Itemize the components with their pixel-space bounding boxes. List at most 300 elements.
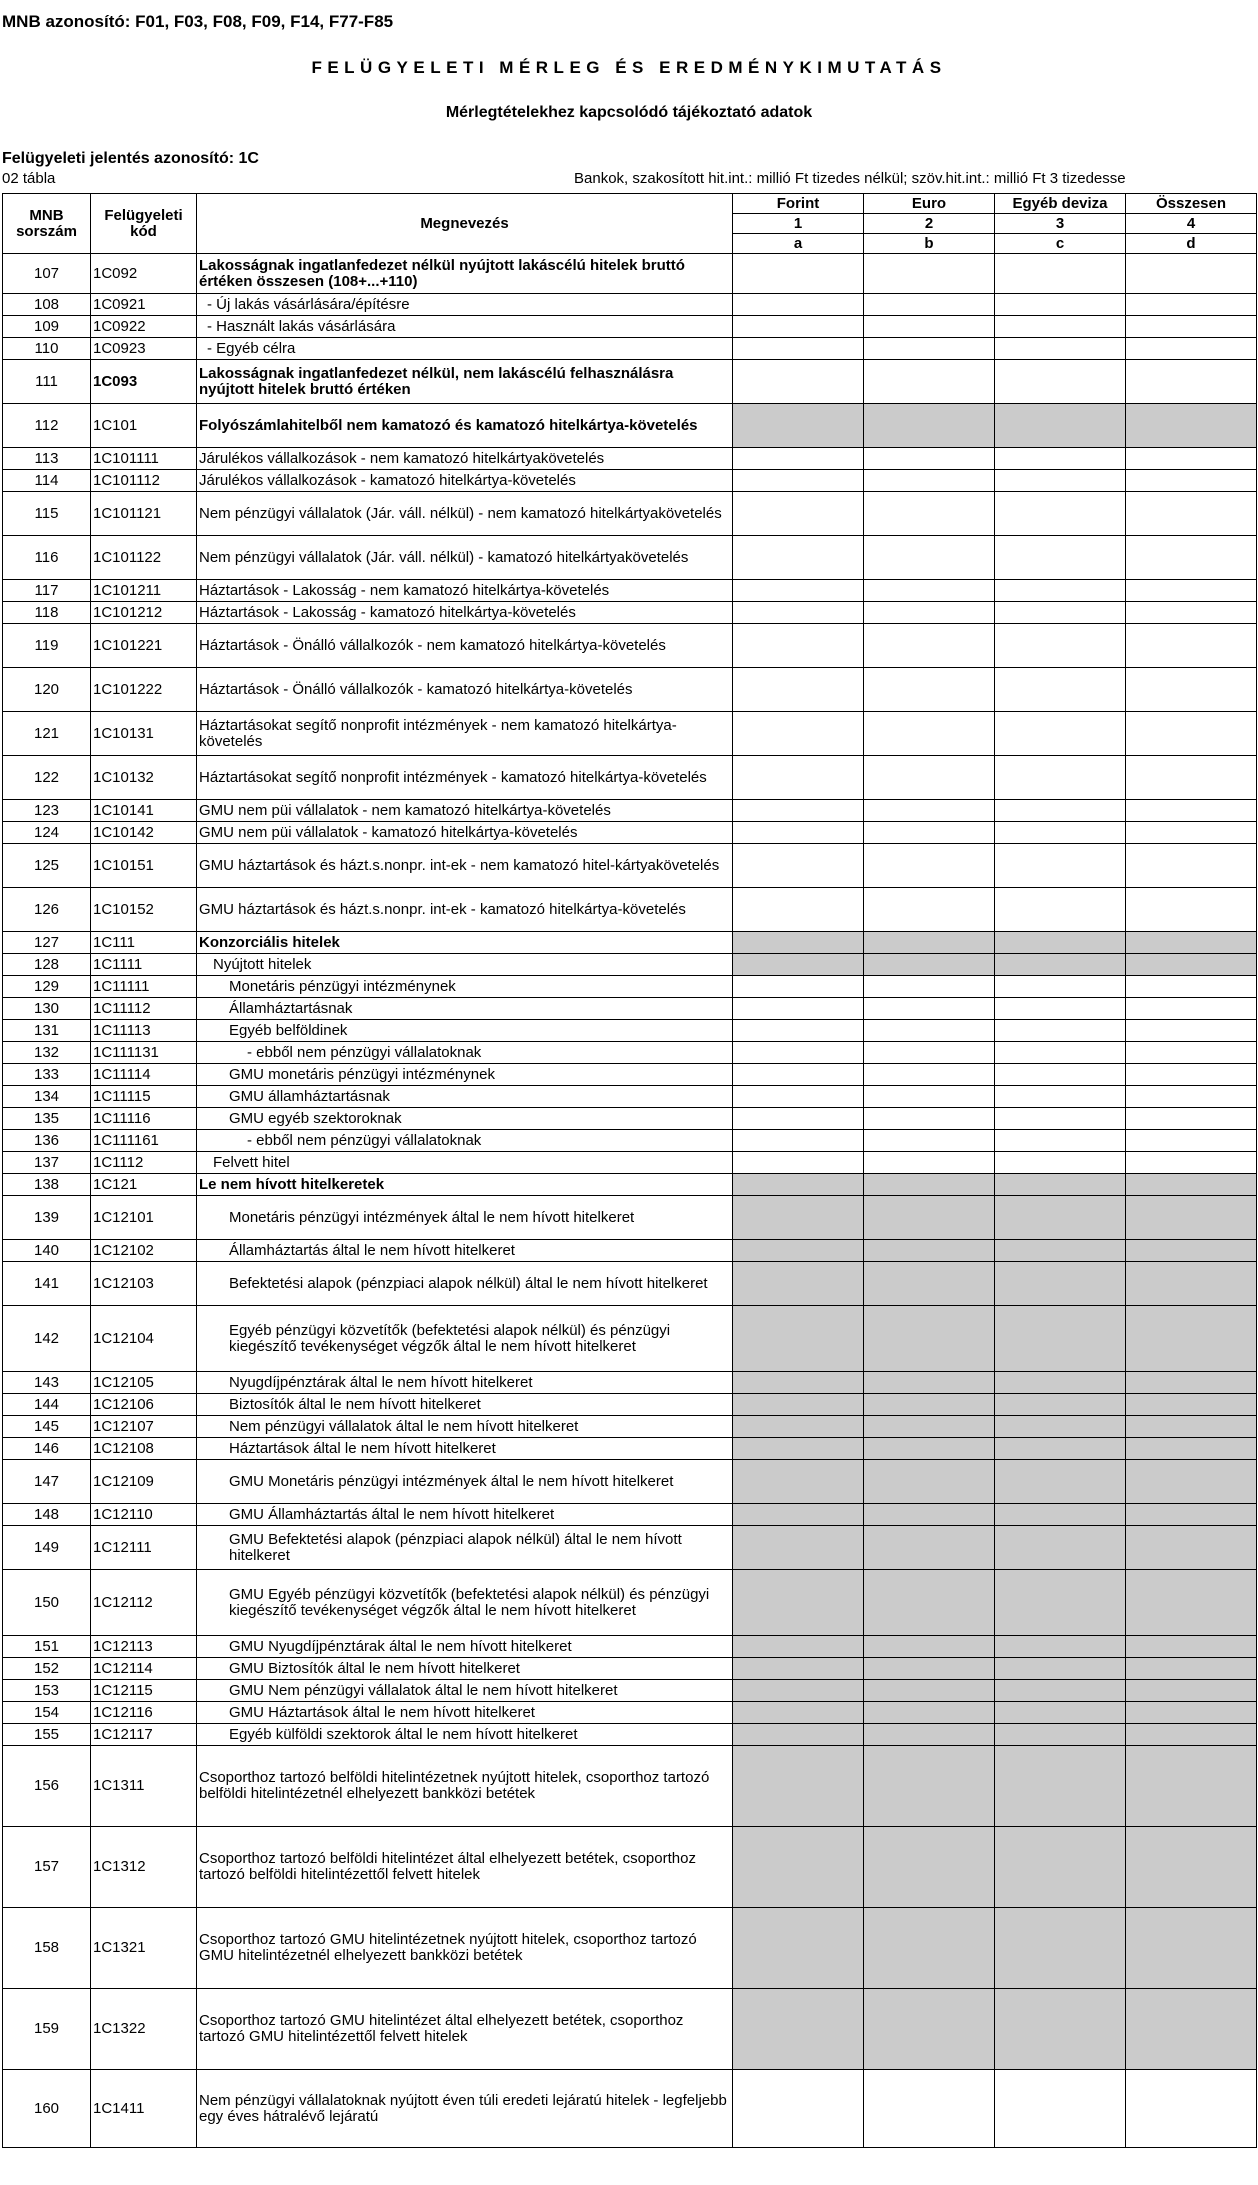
value-cell-euro bbox=[864, 1724, 995, 1746]
row-description: Csoporthoz tartozó belföldi hitelintézetnek nyújtott hitelek, csoporthoz tartozó belföldi hitelintézetnél elhelyezett bankközi betétek bbox=[197, 1746, 733, 1827]
value-cell-forint[interactable] bbox=[733, 1108, 864, 1130]
row-mnb-number: 153 bbox=[3, 1680, 91, 1702]
value-cell-total[interactable] bbox=[1126, 998, 1257, 1020]
table-row bbox=[3, 1064, 1257, 1086]
value-cell-total bbox=[1126, 1240, 1257, 1262]
value-cell-other-currency[interactable] bbox=[995, 1042, 1126, 1064]
row-supervisory-code: 1C121 bbox=[91, 1174, 197, 1196]
value-cell-total bbox=[1126, 1306, 1257, 1372]
page-title: FELÜGYELETI MÉRLEG ÉS EREDMÉNYKIMUTATÁS bbox=[311, 58, 947, 77]
value-cell-forint[interactable] bbox=[733, 448, 864, 470]
value-cell-other-currency bbox=[995, 1526, 1126, 1570]
value-cell-forint[interactable] bbox=[733, 580, 864, 602]
row-supervisory-code: 1C10141 bbox=[91, 800, 197, 822]
row-mnb-number: 116 bbox=[3, 536, 91, 580]
value-cell-total[interactable] bbox=[1126, 580, 1257, 602]
value-cell-euro[interactable] bbox=[864, 536, 995, 580]
value-cell-euro bbox=[864, 1174, 995, 1196]
row-mnb-number: 135 bbox=[3, 1108, 91, 1130]
value-cell-forint[interactable] bbox=[733, 712, 864, 756]
row-mnb-number: 158 bbox=[3, 1908, 91, 1989]
value-cell-other-currency bbox=[995, 1680, 1126, 1702]
value-cell-total[interactable] bbox=[1126, 712, 1257, 756]
value-cell-other-currency[interactable] bbox=[995, 756, 1126, 800]
value-cell-forint bbox=[733, 932, 864, 954]
value-cell-forint[interactable] bbox=[733, 470, 864, 492]
table-row bbox=[3, 360, 1257, 404]
value-cell-forint[interactable] bbox=[733, 492, 864, 536]
value-cell-total[interactable] bbox=[1126, 822, 1257, 844]
row-description: GMU Biztosítók által le nem hívott hitelkeret bbox=[197, 1658, 733, 1680]
value-cell-other-currency[interactable] bbox=[995, 448, 1126, 470]
table-row bbox=[3, 1306, 1257, 1372]
value-cell-total[interactable] bbox=[1126, 316, 1257, 338]
row-mnb-number: 110 bbox=[3, 338, 91, 360]
value-cell-total[interactable] bbox=[1126, 1042, 1257, 1064]
value-cell-other-currency bbox=[995, 1460, 1126, 1504]
table-row bbox=[3, 1636, 1257, 1658]
value-cell-euro[interactable] bbox=[864, 492, 995, 536]
row-mnb-number: 160 bbox=[3, 2070, 91, 2148]
value-cell-forint bbox=[733, 1262, 864, 1306]
value-cell-other-currency[interactable] bbox=[995, 470, 1126, 492]
value-cell-forint[interactable] bbox=[733, 2070, 864, 2148]
value-cell-other-currency bbox=[995, 1746, 1126, 1827]
row-description: Háztartások által le nem hívott hitelkeret bbox=[197, 1438, 733, 1460]
header-col-number: 1 bbox=[733, 214, 864, 234]
value-cell-other-currency bbox=[995, 1438, 1126, 1460]
row-description: Monetáris pénzügyi intézménynek bbox=[197, 976, 733, 998]
value-cell-forint bbox=[733, 1394, 864, 1416]
row-description: GMU egyéb szektoroknak bbox=[197, 1108, 733, 1130]
value-cell-total[interactable] bbox=[1126, 294, 1257, 316]
value-cell-euro[interactable] bbox=[864, 712, 995, 756]
row-description: GMU nem püi vállalatok - nem kamatozó hitelkártya-követelés bbox=[197, 800, 733, 822]
value-cell-total[interactable] bbox=[1126, 1086, 1257, 1108]
row-description: - ebből nem pénzügyi vállalatoknak bbox=[197, 1042, 733, 1064]
mnb-identifier: MNB azonosító: F01, F03, F08, F09, F14, F77-F85 bbox=[2, 12, 394, 31]
row-supervisory-code: 1C10152 bbox=[91, 888, 197, 932]
value-cell-euro bbox=[864, 1827, 995, 1908]
header-col-letter: b bbox=[864, 234, 995, 254]
value-cell-other-currency[interactable] bbox=[995, 536, 1126, 580]
row-supervisory-code: 1C101222 bbox=[91, 668, 197, 712]
header-col-number: 4 bbox=[1126, 214, 1257, 234]
row-supervisory-code: 1C092 bbox=[91, 254, 197, 294]
value-cell-total[interactable] bbox=[1126, 624, 1257, 668]
row-description: GMU Háztartások által le nem hívott hitelkeret bbox=[197, 1702, 733, 1724]
value-cell-forint bbox=[733, 1724, 864, 1746]
table-row bbox=[3, 844, 1257, 888]
row-supervisory-code: 1C12108 bbox=[91, 1438, 197, 1460]
value-cell-other-currency bbox=[995, 1724, 1126, 1746]
value-cell-other-currency[interactable] bbox=[995, 624, 1126, 668]
value-cell-other-currency[interactable] bbox=[995, 668, 1126, 712]
value-cell-euro[interactable] bbox=[864, 294, 995, 316]
row-description: GMU Befektetési alapok (pénzpiaci alapok nélkül) által le nem hívott hitelkeret bbox=[197, 1526, 733, 1570]
value-cell-total[interactable] bbox=[1126, 448, 1257, 470]
row-supervisory-code: 1C101122 bbox=[91, 536, 197, 580]
value-cell-forint[interactable] bbox=[733, 998, 864, 1020]
row-supervisory-code: 1C1312 bbox=[91, 1827, 197, 1908]
table-row bbox=[3, 624, 1257, 668]
row-description: Egyéb belföldinek bbox=[197, 1020, 733, 1042]
value-cell-other-currency[interactable] bbox=[995, 844, 1126, 888]
row-mnb-number: 108 bbox=[3, 294, 91, 316]
value-cell-euro bbox=[864, 1526, 995, 1570]
row-mnb-number: 138 bbox=[3, 1174, 91, 1196]
value-cell-total[interactable] bbox=[1126, 668, 1257, 712]
report-table bbox=[2, 193, 1257, 2148]
value-cell-other-currency bbox=[995, 1394, 1126, 1416]
value-cell-euro[interactable] bbox=[864, 1152, 995, 1174]
row-mnb-number: 124 bbox=[3, 822, 91, 844]
row-description: Háztartások - Lakosság - nem kamatozó hitelkártya-követelés bbox=[197, 580, 733, 602]
row-supervisory-code: 1C1411 bbox=[91, 2070, 197, 2148]
value-cell-other-currency[interactable] bbox=[995, 1064, 1126, 1086]
row-description: GMU Monetáris pénzügyi intézmények által le nem hívott hitelkeret bbox=[197, 1460, 733, 1504]
row-description: Nyugdíjpénztárak által le nem hívott hitelkeret bbox=[197, 1372, 733, 1394]
units-note: Bankok, szakosított hit.int.: millió Ft tizedes nélkül; szöv.hit.int.: millió Ft 3 tizedesse bbox=[574, 170, 1126, 187]
row-supervisory-code: 1C12101 bbox=[91, 1196, 197, 1240]
value-cell-euro bbox=[864, 932, 995, 954]
row-supervisory-code: 1C12111 bbox=[91, 1526, 197, 1570]
value-cell-total[interactable] bbox=[1126, 492, 1257, 536]
value-cell-euro[interactable] bbox=[864, 254, 995, 294]
row-mnb-number: 129 bbox=[3, 976, 91, 998]
row-supervisory-code: 1C11115 bbox=[91, 1086, 197, 1108]
value-cell-total bbox=[1126, 1570, 1257, 1636]
table-row bbox=[3, 492, 1257, 536]
row-supervisory-code: 1C111131 bbox=[91, 1042, 197, 1064]
row-supervisory-code: 1C12107 bbox=[91, 1416, 197, 1438]
value-cell-euro[interactable] bbox=[864, 822, 995, 844]
row-description: GMU háztartások és házt.s.nonpr. int-ek - kamatozó hitelkártya-követelés bbox=[197, 888, 733, 932]
row-mnb-number: 111 bbox=[3, 360, 91, 404]
row-mnb-number: 139 bbox=[3, 1196, 91, 1240]
value-cell-euro[interactable] bbox=[864, 1064, 995, 1086]
value-cell-forint[interactable] bbox=[733, 1130, 864, 1152]
value-cell-total[interactable] bbox=[1126, 254, 1257, 294]
row-mnb-number: 125 bbox=[3, 844, 91, 888]
value-cell-total bbox=[1126, 1394, 1257, 1416]
row-supervisory-code: 1C12109 bbox=[91, 1460, 197, 1504]
value-cell-other-currency bbox=[995, 1636, 1126, 1658]
value-cell-total[interactable] bbox=[1126, 976, 1257, 998]
value-cell-forint[interactable] bbox=[733, 338, 864, 360]
table-number: 02 tábla bbox=[2, 170, 56, 187]
row-mnb-number: 133 bbox=[3, 1064, 91, 1086]
table-row bbox=[3, 998, 1257, 1020]
row-mnb-number: 140 bbox=[3, 1240, 91, 1262]
value-cell-other-currency[interactable] bbox=[995, 1020, 1126, 1042]
row-mnb-number: 132 bbox=[3, 1042, 91, 1064]
value-cell-other-currency[interactable] bbox=[995, 1130, 1126, 1152]
value-cell-euro[interactable] bbox=[864, 1108, 995, 1130]
value-cell-total bbox=[1126, 404, 1257, 448]
value-cell-euro[interactable] bbox=[864, 998, 995, 1020]
value-cell-other-currency[interactable] bbox=[995, 492, 1126, 536]
table-row bbox=[3, 1570, 1257, 1636]
row-description: GMU Egyéb pénzügyi közvetítők (befektetési alapok nélkül) és pénzügyi kiegészítő tevékenységet végzők által le nem hívott hitelkeret bbox=[197, 1570, 733, 1636]
value-cell-forint[interactable] bbox=[733, 1086, 864, 1108]
header-other-currency: Egyéb deviza bbox=[995, 194, 1126, 214]
row-supervisory-code: 1C10131 bbox=[91, 712, 197, 756]
report-identifier: Felügyeleti jelentés azonosító: 1C bbox=[2, 150, 259, 167]
row-description: Háztartások - Önálló vállalkozók - nem kamatozó hitelkártya-követelés bbox=[197, 624, 733, 668]
row-mnb-number: 137 bbox=[3, 1152, 91, 1174]
value-cell-euro bbox=[864, 1306, 995, 1372]
value-cell-euro[interactable] bbox=[864, 338, 995, 360]
value-cell-euro[interactable] bbox=[864, 316, 995, 338]
value-cell-forint[interactable] bbox=[733, 1020, 864, 1042]
value-cell-other-currency bbox=[995, 1570, 1126, 1636]
table-row bbox=[3, 800, 1257, 822]
value-cell-other-currency[interactable] bbox=[995, 294, 1126, 316]
value-cell-forint bbox=[733, 1196, 864, 1240]
table-row bbox=[3, 602, 1257, 624]
value-cell-total bbox=[1126, 1636, 1257, 1658]
value-cell-forint[interactable] bbox=[733, 976, 864, 998]
value-cell-total[interactable] bbox=[1126, 536, 1257, 580]
value-cell-total[interactable] bbox=[1126, 800, 1257, 822]
value-cell-other-currency[interactable] bbox=[995, 316, 1126, 338]
row-description: Nem pénzügyi vállalatoknak nyújtott éven túli eredeti lejáratú hitelek - legfeljebb egy éves hátralévő lejáratú bbox=[197, 2070, 733, 2148]
value-cell-other-currency bbox=[995, 1416, 1126, 1438]
row-supervisory-code: 1C10151 bbox=[91, 844, 197, 888]
value-cell-forint[interactable] bbox=[733, 844, 864, 888]
value-cell-forint[interactable] bbox=[733, 602, 864, 624]
row-supervisory-code: 1C11112 bbox=[91, 998, 197, 1020]
row-description: - Egyéb célra bbox=[197, 338, 733, 360]
row-supervisory-code: 1C12110 bbox=[91, 1504, 197, 1526]
value-cell-euro[interactable] bbox=[864, 580, 995, 602]
row-description: Háztartások - Önálló vállalkozók - kamatozó hitelkártya-követelés bbox=[197, 668, 733, 712]
value-cell-other-currency[interactable] bbox=[995, 998, 1126, 1020]
value-cell-euro[interactable] bbox=[864, 1130, 995, 1152]
row-mnb-number: 148 bbox=[3, 1504, 91, 1526]
value-cell-forint[interactable] bbox=[733, 888, 864, 932]
value-cell-other-currency[interactable] bbox=[995, 800, 1126, 822]
table-row bbox=[3, 338, 1257, 360]
value-cell-forint[interactable] bbox=[733, 1064, 864, 1086]
header-col-letter: a bbox=[733, 234, 864, 254]
table-row bbox=[3, 888, 1257, 932]
table-row bbox=[3, 1174, 1257, 1196]
value-cell-other-currency[interactable] bbox=[995, 580, 1126, 602]
value-cell-total[interactable] bbox=[1126, 602, 1257, 624]
row-mnb-number: 126 bbox=[3, 888, 91, 932]
table-row bbox=[3, 254, 1257, 294]
row-mnb-number: 149 bbox=[3, 1526, 91, 1570]
value-cell-other-currency[interactable] bbox=[995, 712, 1126, 756]
value-cell-forint bbox=[733, 404, 864, 448]
value-cell-euro[interactable] bbox=[864, 1042, 995, 1064]
value-cell-euro[interactable] bbox=[864, 1020, 995, 1042]
table-row bbox=[3, 1416, 1257, 1438]
value-cell-other-currency[interactable] bbox=[995, 338, 1126, 360]
row-description: GMU Nem pénzügyi vállalatok által le nem hívott hitelkeret bbox=[197, 1680, 733, 1702]
table-row bbox=[3, 756, 1257, 800]
row-description: Nyújtott hitelek bbox=[197, 954, 733, 976]
value-cell-euro[interactable] bbox=[864, 1086, 995, 1108]
value-cell-euro[interactable] bbox=[864, 888, 995, 932]
value-cell-other-currency[interactable] bbox=[995, 822, 1126, 844]
value-cell-forint[interactable] bbox=[733, 1042, 864, 1064]
value-cell-euro bbox=[864, 1680, 995, 1702]
table-row bbox=[3, 1130, 1257, 1152]
row-mnb-number: 141 bbox=[3, 1262, 91, 1306]
value-cell-total bbox=[1126, 1372, 1257, 1394]
row-supervisory-code: 1C11114 bbox=[91, 1064, 197, 1086]
value-cell-total[interactable] bbox=[1126, 338, 1257, 360]
value-cell-total[interactable] bbox=[1126, 756, 1257, 800]
value-cell-forint bbox=[733, 1908, 864, 1989]
table-row bbox=[3, 1702, 1257, 1724]
row-mnb-number: 115 bbox=[3, 492, 91, 536]
value-cell-forint[interactable] bbox=[733, 316, 864, 338]
value-cell-total bbox=[1126, 1438, 1257, 1460]
value-cell-euro[interactable] bbox=[864, 668, 995, 712]
value-cell-forint bbox=[733, 1240, 864, 1262]
table-row bbox=[3, 1262, 1257, 1306]
value-cell-total[interactable] bbox=[1126, 888, 1257, 932]
row-mnb-number: 114 bbox=[3, 470, 91, 492]
row-mnb-number: 128 bbox=[3, 954, 91, 976]
value-cell-other-currency bbox=[995, 1504, 1126, 1526]
row-supervisory-code: 1C12114 bbox=[91, 1658, 197, 1680]
value-cell-other-currency[interactable] bbox=[995, 2070, 1126, 2148]
value-cell-euro[interactable] bbox=[864, 448, 995, 470]
row-description: Háztartások - Lakosság - kamatozó hitelkártya-követelés bbox=[197, 602, 733, 624]
value-cell-euro[interactable] bbox=[864, 756, 995, 800]
value-cell-euro[interactable] bbox=[864, 844, 995, 888]
table-row bbox=[3, 954, 1257, 976]
row-description: Lakosságnak ingatlanfedezet nélkül nyújtott lakáscélú hitelek bruttó értéken összesen (108+...+110) bbox=[197, 254, 733, 294]
value-cell-forint[interactable] bbox=[733, 254, 864, 294]
value-cell-forint bbox=[733, 1438, 864, 1460]
value-cell-forint[interactable] bbox=[733, 822, 864, 844]
table-row bbox=[3, 1196, 1257, 1240]
value-cell-euro[interactable] bbox=[864, 976, 995, 998]
table-row bbox=[3, 1504, 1257, 1526]
value-cell-total bbox=[1126, 1262, 1257, 1306]
table-row bbox=[3, 1827, 1257, 1908]
value-cell-other-currency[interactable] bbox=[995, 888, 1126, 932]
value-cell-forint bbox=[733, 1504, 864, 1526]
value-cell-forint[interactable] bbox=[733, 624, 864, 668]
row-description: GMU Nyugdíjpénztárak által le nem hívott hitelkeret bbox=[197, 1636, 733, 1658]
value-cell-forint[interactable] bbox=[733, 668, 864, 712]
table-row bbox=[3, 1042, 1257, 1064]
value-cell-other-currency[interactable] bbox=[995, 602, 1126, 624]
table-row bbox=[3, 1372, 1257, 1394]
row-description: Államháztartásnak bbox=[197, 998, 733, 1020]
table-row bbox=[3, 470, 1257, 492]
value-cell-total bbox=[1126, 1908, 1257, 1989]
value-cell-forint[interactable] bbox=[733, 294, 864, 316]
value-cell-forint[interactable] bbox=[733, 1152, 864, 1174]
value-cell-euro[interactable] bbox=[864, 602, 995, 624]
value-cell-euro[interactable] bbox=[864, 624, 995, 668]
value-cell-forint bbox=[733, 1570, 864, 1636]
value-cell-total[interactable] bbox=[1126, 1020, 1257, 1042]
row-mnb-number: 130 bbox=[3, 998, 91, 1020]
table-row bbox=[3, 1724, 1257, 1746]
value-cell-other-currency[interactable] bbox=[995, 360, 1126, 404]
header-col-letter: d bbox=[1126, 234, 1257, 254]
value-cell-euro bbox=[864, 1262, 995, 1306]
row-description: Háztartásokat segítő nonprofit intézmények - kamatozó hitelkártya-követelés bbox=[197, 756, 733, 800]
header-mnb-number: MNB sorszám bbox=[3, 194, 91, 254]
value-cell-forint[interactable] bbox=[733, 536, 864, 580]
value-cell-total[interactable] bbox=[1126, 1152, 1257, 1174]
value-cell-total bbox=[1126, 1989, 1257, 2070]
value-cell-euro[interactable] bbox=[864, 470, 995, 492]
value-cell-euro[interactable] bbox=[864, 2070, 995, 2148]
value-cell-total[interactable] bbox=[1126, 1130, 1257, 1152]
row-supervisory-code: 1C101111 bbox=[91, 448, 197, 470]
value-cell-other-currency[interactable] bbox=[995, 1108, 1126, 1130]
value-cell-forint[interactable] bbox=[733, 756, 864, 800]
row-supervisory-code: 1C101212 bbox=[91, 602, 197, 624]
value-cell-total[interactable] bbox=[1126, 2070, 1257, 2148]
row-description: - Használt lakás vásárlására bbox=[197, 316, 733, 338]
header-description: Megnevezés bbox=[197, 194, 733, 254]
value-cell-euro bbox=[864, 954, 995, 976]
table-row bbox=[3, 316, 1257, 338]
table-row bbox=[3, 1020, 1257, 1042]
value-cell-euro bbox=[864, 1372, 995, 1394]
value-cell-total bbox=[1126, 1827, 1257, 1908]
header-supervisory-code: Felügyeleti kód bbox=[91, 194, 197, 254]
value-cell-euro bbox=[864, 1658, 995, 1680]
row-mnb-number: 157 bbox=[3, 1827, 91, 1908]
value-cell-euro bbox=[864, 1196, 995, 1240]
value-cell-euro bbox=[864, 1908, 995, 1989]
value-cell-euro[interactable] bbox=[864, 360, 995, 404]
row-supervisory-code: 1C11113 bbox=[91, 1020, 197, 1042]
value-cell-forint[interactable] bbox=[733, 360, 864, 404]
value-cell-forint[interactable] bbox=[733, 800, 864, 822]
value-cell-total[interactable] bbox=[1126, 1064, 1257, 1086]
value-cell-forint bbox=[733, 1372, 864, 1394]
value-cell-other-currency[interactable] bbox=[995, 976, 1126, 998]
value-cell-total[interactable] bbox=[1126, 470, 1257, 492]
row-supervisory-code: 1C12104 bbox=[91, 1306, 197, 1372]
row-mnb-number: 109 bbox=[3, 316, 91, 338]
table-row bbox=[3, 580, 1257, 602]
value-cell-total[interactable] bbox=[1126, 844, 1257, 888]
value-cell-other-currency[interactable] bbox=[995, 254, 1126, 294]
row-supervisory-code: 1C0921 bbox=[91, 294, 197, 316]
value-cell-other-currency bbox=[995, 404, 1126, 448]
value-cell-forint bbox=[733, 1746, 864, 1827]
value-cell-euro bbox=[864, 1460, 995, 1504]
value-cell-other-currency[interactable] bbox=[995, 1086, 1126, 1108]
row-supervisory-code: 1C10142 bbox=[91, 822, 197, 844]
table-row bbox=[3, 1989, 1257, 2070]
value-cell-other-currency[interactable] bbox=[995, 1152, 1126, 1174]
value-cell-forint bbox=[733, 1658, 864, 1680]
value-cell-euro[interactable] bbox=[864, 800, 995, 822]
table-row bbox=[3, 536, 1257, 580]
table-row bbox=[3, 822, 1257, 844]
page-subtitle: Mérlegtételekhez kapcsolódó tájékoztató adatok bbox=[445, 104, 813, 121]
value-cell-total bbox=[1126, 1460, 1257, 1504]
value-cell-total[interactable] bbox=[1126, 1108, 1257, 1130]
value-cell-total[interactable] bbox=[1126, 360, 1257, 404]
